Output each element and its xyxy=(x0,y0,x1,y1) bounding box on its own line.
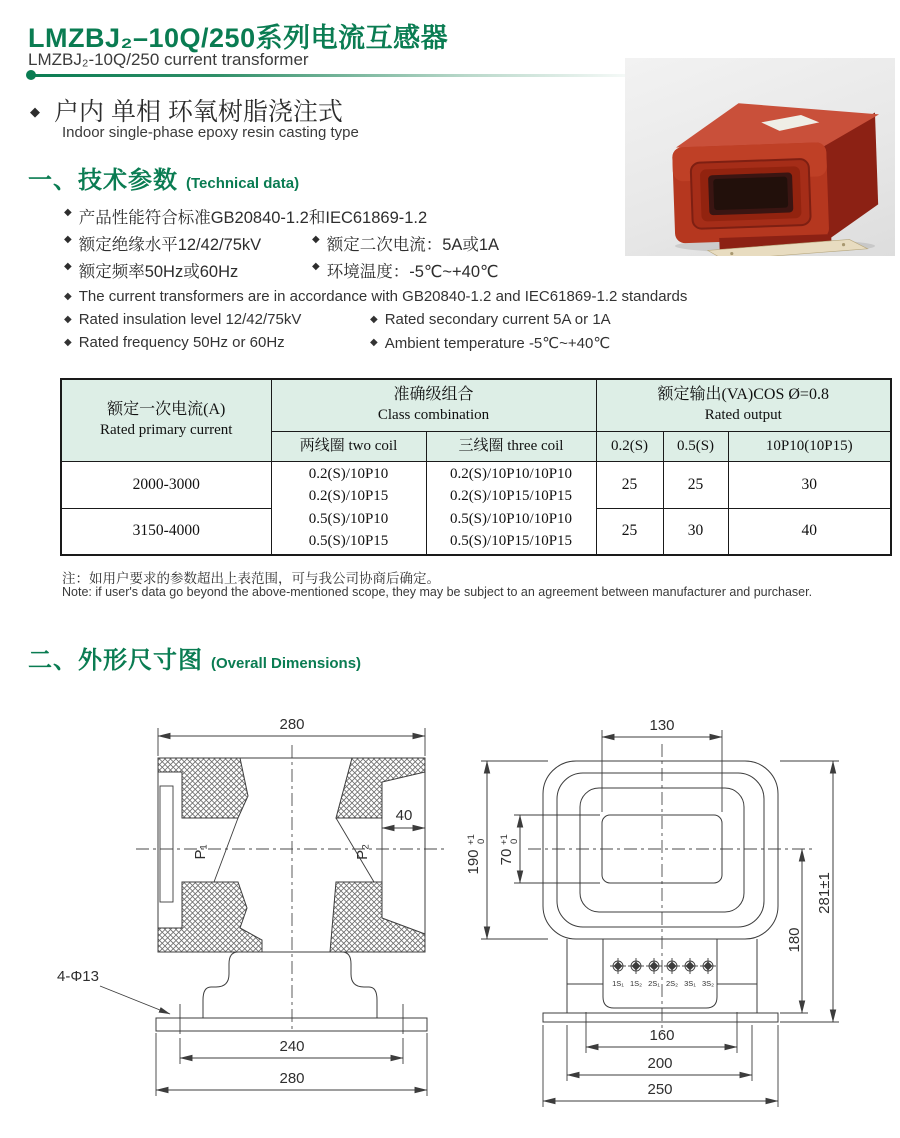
th-primary-current xyxy=(61,379,271,461)
spec-row-5 xyxy=(64,311,611,328)
terminal-symbol xyxy=(664,958,680,974)
svg-text:160: 160 xyxy=(649,1027,675,1044)
th-output-en: Rated output xyxy=(704,407,782,424)
dim-flange-40 xyxy=(382,807,425,828)
terminal-symbol xyxy=(610,958,626,974)
product-photo xyxy=(625,58,895,256)
note-en: Note: if user's data go beyond the above-mentioned scope, they may be subject to an agreement between manufacturer and purchaser. xyxy=(62,585,813,599)
spec-text: Ambient temperature -5℃~+40℃ xyxy=(384,335,611,352)
th-two-coil: 两线圈 two coil xyxy=(271,431,426,461)
terminal-label: 3S₂ xyxy=(701,979,715,988)
title-underline-dot xyxy=(26,70,36,80)
callout-bolt-holes xyxy=(57,968,170,1014)
cell-02-row1: 25 xyxy=(596,461,663,508)
spec-row-6 xyxy=(64,334,610,352)
svg-text:200: 200 xyxy=(647,1055,673,1072)
terminal-label: 1S₂ xyxy=(629,979,643,988)
terminal-label: 1S₁ xyxy=(612,979,624,988)
diamond-bullet-icon: ◆ xyxy=(64,234,72,245)
th-class-05: 0.5(S) xyxy=(663,431,728,461)
th-three-coil: 三线圈 three coil xyxy=(426,431,596,461)
svg-text:40: 40 xyxy=(395,807,413,824)
svg-text:250: 250 xyxy=(647,1081,673,1098)
cell-02-row2: 25 xyxy=(596,508,663,555)
feature-line xyxy=(30,92,343,128)
th-output-cn: 额定输出(VA)COS Ø=0.8 xyxy=(657,386,829,404)
th-rated-output xyxy=(596,379,891,431)
coil-line: 0.5(S)/10P15/10P15 xyxy=(449,533,573,550)
spec-text: 环境温度：-5℃~+40℃ xyxy=(326,263,499,281)
left-drawing-section-view xyxy=(57,716,448,1096)
section2-title-en: (Overall Dimensions) xyxy=(211,655,362,672)
right-drawing-front-view xyxy=(465,717,839,1107)
coil-line: 0.2(S)/10P15/10P15 xyxy=(449,488,573,505)
diamond-bullet-icon: ◆ xyxy=(312,261,320,272)
cell-two-coil xyxy=(271,461,426,555)
cell-10p-row2: 40 xyxy=(728,508,891,555)
cell-05-row1: 25 xyxy=(663,461,728,508)
diamond-bullet-icon: ◆ xyxy=(370,337,378,348)
page-title: LMZBJ₂–10Q/250系列电流互感器 xyxy=(28,23,449,53)
note-cn: 注：如用户要求的参数超出上表范围，可与我公司协商后确定。 xyxy=(62,571,440,586)
label-p1: P₁ xyxy=(192,844,209,860)
section1-title-cn: 一、技术参数 xyxy=(28,167,178,194)
terminal-symbol xyxy=(628,958,644,974)
section1-heading xyxy=(28,160,299,195)
diamond-bullet-icon: ◆ xyxy=(64,337,72,348)
spec-row-1 xyxy=(64,204,427,228)
svg-text:180: 180 xyxy=(786,927,803,953)
cell-10p-row1: 30 xyxy=(728,461,891,508)
spec-row-4 xyxy=(64,288,687,305)
dimension-drawings xyxy=(0,695,900,1138)
svg-text:0: 0 xyxy=(509,838,520,844)
terminal-label: 2S₂ xyxy=(665,979,679,988)
cell-05-row2: 30 xyxy=(663,508,728,555)
secondary-terminals xyxy=(610,958,716,988)
feature-text-en: Indoor single-phase epoxy resin casting type xyxy=(62,124,359,141)
spec-text: 额定二次电流：5A或1A xyxy=(326,236,500,254)
th-class-combination xyxy=(271,379,596,431)
spec-row-3 xyxy=(64,258,499,282)
th-class-cn: 准确级组合 xyxy=(393,386,474,404)
terminal-label: 3S₁ xyxy=(684,979,696,988)
spec-row-2 xyxy=(64,231,499,255)
th-primary-cn: 额定一次电流(A) xyxy=(107,401,226,419)
diamond-bullet-icon: ◆ xyxy=(370,314,378,325)
product-photo-art xyxy=(625,58,895,256)
diamond-bullet-icon: ◆ xyxy=(30,104,40,119)
title-underline xyxy=(28,74,653,77)
svg-text:240: 240 xyxy=(279,1038,305,1055)
svg-text:70: 70 xyxy=(498,848,515,866)
svg-text:+1: +1 xyxy=(499,834,510,845)
th-class-02: 0.2(S) xyxy=(596,431,663,461)
coil-line: 0.2(S)/10P10/10P10 xyxy=(449,465,573,482)
svg-text:130: 130 xyxy=(649,717,675,734)
svg-text:0: 0 xyxy=(476,838,487,844)
cell-primary-row2: 3150-4000 xyxy=(61,508,271,555)
section1-title-en: (Technical data) xyxy=(186,175,300,192)
dim-lower-height-180 xyxy=(780,849,808,1013)
svg-text:190: 190 xyxy=(465,849,482,875)
coil-line: 0.5(S)/10P15 xyxy=(308,533,389,550)
diamond-bullet-icon: ◆ xyxy=(64,314,72,325)
th-class-en: Class combination xyxy=(377,407,490,424)
spec-text: 额定频率50Hz或60Hz xyxy=(78,263,239,281)
coil-line: 0.5(S)/10P10/10P10 xyxy=(449,510,573,527)
dim-top-width xyxy=(158,716,425,756)
diamond-bullet-icon: ◆ xyxy=(312,234,320,245)
terminal-symbol xyxy=(646,958,662,974)
terminal-label: 2S₁ xyxy=(648,979,660,988)
diamond-bullet-icon: ◆ xyxy=(64,207,72,218)
dim-160 xyxy=(586,1012,737,1053)
spec-text: Rated insulation level 12/42/75kV xyxy=(78,311,302,328)
spec-text: 产品性能符合标准GB20840-1.2和IEC61869-1.2 xyxy=(78,209,428,227)
spec-text: 额定绝缘水平12/42/75kV xyxy=(78,236,262,254)
ratings-table xyxy=(60,378,892,556)
feature-text-cn: 户内 单相 环氧树脂浇注式 xyxy=(54,98,343,126)
diamond-bullet-icon: ◆ xyxy=(64,261,72,272)
section2-title-cn: 二、外形尺寸图 xyxy=(28,647,203,674)
spec-text: The current transformers are in accordance with GB20840-1.2 and IEC61869-1.2 standards xyxy=(78,288,688,305)
section2-heading xyxy=(28,640,361,675)
coil-line: 0.2(S)/10P10 xyxy=(308,465,389,482)
svg-text:280: 280 xyxy=(279,716,305,733)
svg-text:280: 280 xyxy=(279,1070,305,1087)
spec-text: Rated secondary current 5A or 1A xyxy=(384,311,611,328)
terminal-symbol xyxy=(700,958,716,974)
page-subtitle: LMZBJ₂-10Q/250 current transformer xyxy=(28,50,309,69)
label-p2: P₂ xyxy=(354,844,371,860)
dim-total-height-281 xyxy=(780,761,839,1022)
dim-bolt-spacing-240 xyxy=(180,1038,403,1064)
diamond-bullet-icon: ◆ xyxy=(64,291,72,302)
svg-text:+1: +1 xyxy=(466,834,477,845)
svg-text:281±1: 281±1 xyxy=(816,872,833,914)
cell-three-coil xyxy=(426,461,596,555)
th-primary-en: Rated primary current xyxy=(100,422,233,439)
coil-line: 0.2(S)/10P15 xyxy=(308,488,389,505)
th-class-10p: 10P10(10P15) xyxy=(728,431,891,461)
terminal-symbol xyxy=(682,958,698,974)
coil-line: 0.5(S)/10P10 xyxy=(308,510,389,527)
svg-text:4-Φ13: 4-Φ13 xyxy=(57,968,99,985)
spec-text: Rated frequency 50Hz or 60Hz xyxy=(78,334,285,351)
cell-primary-row1: 2000-3000 xyxy=(61,461,271,508)
